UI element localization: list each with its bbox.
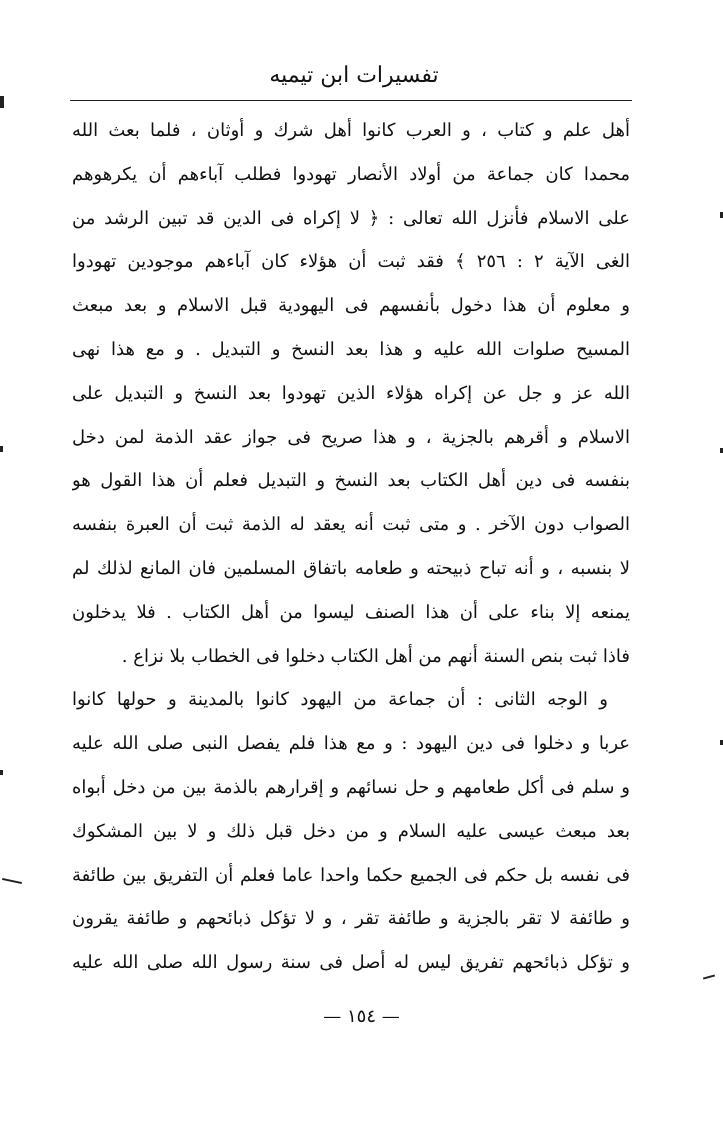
page-number: — ١٥٤ — [323, 1006, 400, 1027]
text-line: الاسلام و أقرهم بالجزية ، و هذا صريح فى جواز عقد الذمة لمن دخل [72, 426, 630, 448]
text-line: أهل علم و كتاب ، و العرب كانوا أهل شرك و أوثان ، فلما بعث الله [72, 120, 630, 141]
text-line: و سلم فى أكل طعامهم و حل نسائهم و إقرارهم بالذمة بين من دخل أبواه [72, 776, 630, 798]
body-text [72, 109, 630, 985]
edge-mark [0, 446, 3, 452]
text-line: بنفسه فى دين أهل الكتاب بعد النسخ و التبديل فعلم أن هذا القول هو [72, 470, 630, 492]
text-line: محمدا كان جماعة من أولاد الأنصار تهودوا فطلب آباءهم أن يكرهوهم [72, 163, 630, 185]
text-line: فى نفسه بل حكم فى الجميع حكما واحدا عاما فعلم أن التفريق بين طائفة [72, 864, 630, 886]
text-line: الله عز و جل عن إكراه هؤلاء الذين تهودوا بعد النسخ و التبديل على [72, 382, 630, 404]
text-line: عربا و دخلوا فى دين اليهود : و مع هذا فلم يفصل النبى صلى الله عليه [72, 733, 630, 755]
text-line: المسيح صلوات الله عليه و هذا بعد النسخ و التبديل . و مع هذا نهى [72, 338, 630, 360]
running-header-title: تفسيرات ابن تيميه [269, 63, 439, 88]
text-line: بعد مبعث عيسى عليه السلام و من دخل قبل ذلك و لا بين المشكوك [72, 820, 630, 842]
text-line: على الاسلام فأنزل الله تعالى : ﴿ لا إكراه فى الدين قد تبين الرشد من [72, 207, 630, 229]
edge-mark [703, 974, 715, 979]
text-line: فاذا ثبت بنص السنة أنهم من أهل الكتاب دخلوا فى الخطاب بلا نزاع . [121, 645, 630, 667]
edge-mark [0, 96, 4, 108]
text-line: الغى الآية ٢ : ٢٥٦ ﴾ فقد ثبت أن هؤلاء كان آباءهم موجودين تهودوا [72, 251, 630, 273]
text-line: الصواب دون الآخر . و متى ثبت أنه يعقد له الذمة ثبت أن العبرة بنفسه [72, 514, 630, 536]
edge-mark [2, 878, 22, 884]
text-line: لا بنسبه ، و أنه تباح ذبيحته و طعامه باتفاق المسلمين فان المانع لذلك لم [72, 557, 630, 579]
text-line: و تؤكل ذبائحهم تفريق ليس له أصل فى سنة رسول الله صلى الله عليه [72, 952, 630, 974]
edge-mark [0, 770, 3, 775]
text-line: يمنعه إلا بناء على أن هذا الصنف ليسوا من أهل الكتاب . فلا يدخلون [72, 601, 630, 623]
text-line: و معلوم أن هذا دخول بأنفسهم فى اليهودية قبل الاسلام و بعد مبعث [72, 295, 630, 317]
text-line: و الوجه الثانى : أن جماعة من اليهود كانوا بالمدينة و حولها كانوا [72, 689, 608, 711]
text-line: و طائفة لا تقر بالجزية و طائفة تقر ، و لا تؤكل ذبائحهم و طائفة يقرون [72, 908, 630, 930]
header-rule [70, 100, 632, 101]
